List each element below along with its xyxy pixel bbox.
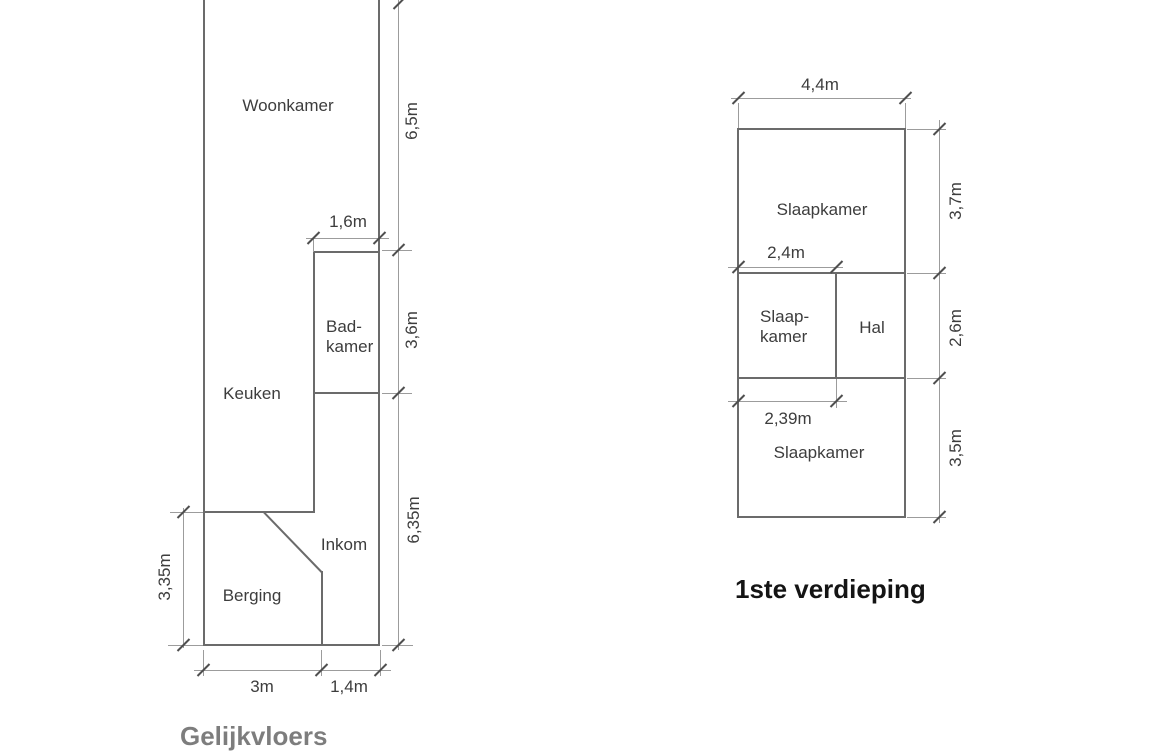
- room-label-woonkamer: Woonkamer: [242, 95, 334, 115]
- ff-top-wall: [737, 128, 906, 130]
- gf-ext-bottom-3: [380, 650, 381, 676]
- dim-label-6-35m: 6,35m: [403, 496, 423, 544]
- dim-label-3-5m: 3,5m: [945, 429, 965, 467]
- gf-badkamer-left-wall: [313, 251, 315, 513]
- ff-ext-239: [836, 379, 837, 408]
- room-label-keuken: Keuken: [223, 383, 281, 403]
- gf-inkom-wall: [321, 571, 323, 646]
- first-floor-caption: 1ste verdieping: [735, 574, 926, 604]
- gf-ext-badkamer-width: [313, 238, 314, 252]
- room-label-slaapkamer-bottom: Slaapkamer: [773, 442, 865, 462]
- gf-left-dim-line: [183, 508, 184, 648]
- gf-ext-berging-bottom: [168, 645, 203, 646]
- gf-berging-top-wall: [203, 511, 315, 513]
- ff-left-wall: [737, 128, 739, 518]
- gf-bottom-dim-line: [194, 670, 391, 671]
- dim-label-4-4m: 4,4m: [801, 74, 839, 94]
- gf-ext-bottom-2: [321, 650, 322, 676]
- room-label-badkamer-line1: Bad-: [326, 317, 362, 336]
- dim-label-3-35m: 3,35m: [154, 553, 174, 601]
- room-label-slaapkamer-top: Slaapkamer: [776, 199, 868, 219]
- ff-top-dim-line: [731, 98, 911, 99]
- room-label-berging: Berging: [222, 585, 282, 605]
- room-label-slaapkamer-mid-line2: kamer: [760, 327, 808, 347]
- room-label-badkamer-line2: kamer: [326, 337, 374, 357]
- gf-inkom-diagonal-wall: [263, 511, 323, 573]
- room-label-slaapkamer-mid-line1: Slaap-: [760, 307, 810, 326]
- gf-right-wall: [378, 0, 380, 646]
- gf-right-dim-line: [398, 0, 399, 650]
- dim-label-1-6m: 1,6m: [329, 211, 367, 231]
- gf-badkamer-bottom-wall: [313, 392, 380, 394]
- ff-hal-wall: [835, 272, 837, 379]
- dim-label-1-4m: 1,4m: [330, 676, 368, 696]
- room-label-badkamer: [326, 317, 373, 358]
- dim-label-2-4m: 2,4m: [767, 242, 805, 262]
- dim-label-6-5m: 6,5m: [401, 102, 421, 140]
- ff-239-dim-line: [728, 401, 847, 402]
- room-label-slaapkamer-mid: [760, 307, 809, 348]
- dim-label-2-6m: 2,6m: [945, 309, 965, 347]
- ff-24-dim-line: [728, 267, 843, 268]
- ff-ext-top-right: [905, 103, 906, 128]
- ff-right-wall: [904, 128, 906, 518]
- gf-tick-right-top: [393, 0, 406, 10]
- ground-floor-caption: Gelijkvloers: [180, 721, 328, 751]
- dim-label-2-39m: 2,39m: [764, 408, 812, 428]
- gf-bottom-wall: [203, 644, 380, 646]
- room-label-hal: Hal: [859, 317, 885, 337]
- dim-label-3m: 3m: [250, 676, 274, 696]
- dim-label-3-7m: 3,7m: [945, 182, 965, 220]
- gf-left-wall: [203, 0, 205, 646]
- dim-label-3-6m: 3,6m: [401, 311, 421, 349]
- ff-wall-row2: [737, 377, 906, 379]
- gf-badkamer-top-wall: [313, 251, 380, 253]
- ff-ext-top-left: [738, 103, 739, 128]
- ff-right-dim-line: [939, 120, 940, 523]
- ff-wall-row1: [737, 272, 906, 274]
- ff-bottom-wall: [737, 516, 906, 518]
- gf-ext-berging-top: [170, 512, 203, 513]
- gf-ext-bottom-1: [203, 650, 204, 676]
- room-label-inkom: Inkom: [320, 534, 368, 554]
